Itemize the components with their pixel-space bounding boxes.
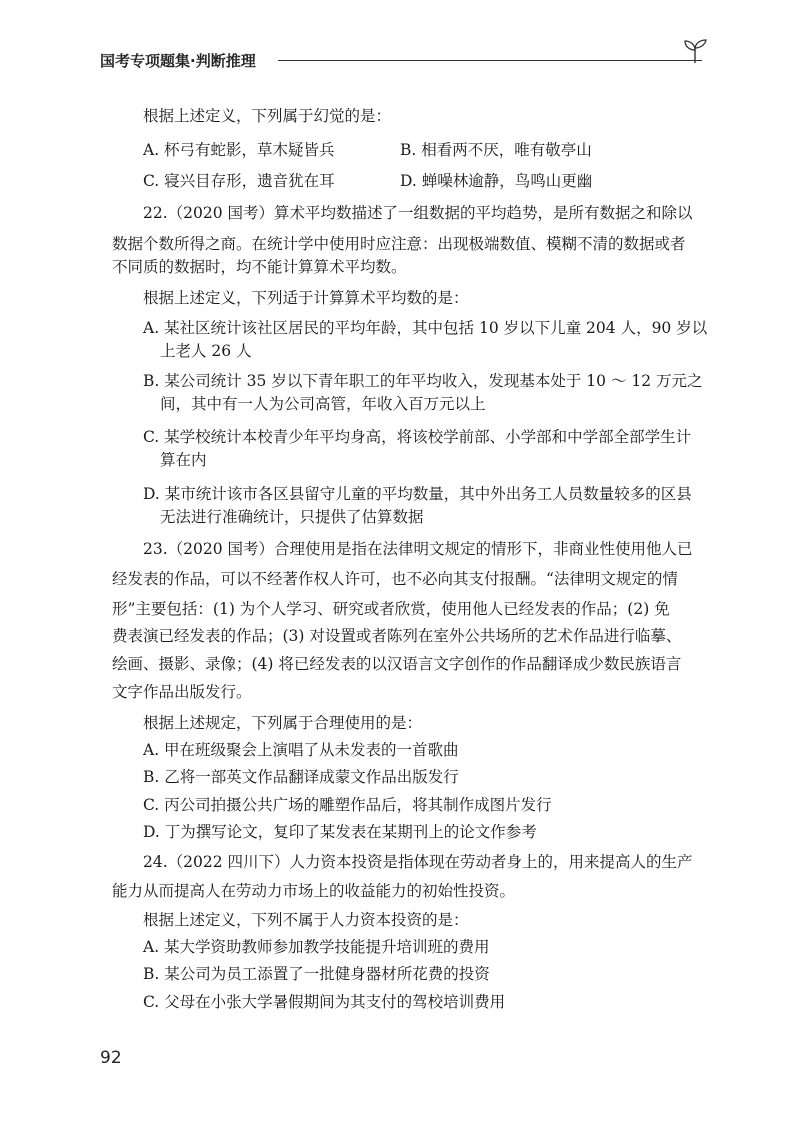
question-23-text: 费表演已经发表的作品；(3) 对设置或者陈列在室外公共场所的艺术作品进行临摹、 [112,627,682,645]
running-header [100,44,720,74]
question-23-text: 形”主要包括：(1) 为个人学习、研究或者欣赏，使用他人已经发表的作品；(2) 免 [112,600,670,618]
question-23-text: 经发表的作品，可以不经著作权人许可，也不必向其支付报酬。“法律明文规定的情 [112,570,678,588]
option-c-cont: 算在内 [160,451,207,469]
header-rule [278,60,702,61]
question-prompt: 根据上述规定，下列属于合理使用的是： [143,714,423,732]
option-b: B. 某公司统计 35 岁以下青年职工的年平均收入，发现基本处于 10 ～ 12 万元之 [143,372,703,390]
option-d: D. 某市统计该市各区县留守儿童的平均数量，其中外出务工人员数量较多的区县 [143,485,692,503]
question-23-text: 23.（2020 国考）合理使用是指在法律明文规定的情形下，非商业性使用他人已 [143,540,693,558]
option-b: B. 相看两不厌，唯有敬亭山 [400,141,592,159]
question-23-text: 文字作品出版发行。 [112,683,252,701]
question-prompt: 根据上述定义，下列不属于人力资本投资的是： [143,911,469,929]
book-title: 国考专项题集·判断推理 [100,52,256,70]
option-d: D. 丁为撰写论文，复印了某发表在某期刊上的论文作参考 [143,823,537,841]
option-c: C. 寝兴目存形，遗音犹在耳 [143,172,335,190]
option-c: C. 父母在小张大学暑假期间为其支付的驾校培训费用 [143,993,506,1011]
option-a: A. 杯弓有蛇影，草木疑皆兵 [143,141,335,159]
option-a: A. 某社区统计该社区居民的平均年龄，其中包括 10 岁以下儿童 204 人，90 岁以 [143,319,708,337]
question-22-text: 数据个数所得之商。在统计学中使用时应注意：出现极端数值、模糊不清的数据或者 [112,235,686,253]
option-b: B. 某公司为员工添置了一批健身器材所花费的投资 [143,965,490,983]
question-22-text: 不同质的数据时，均不能计算算术平均数。 [112,258,407,276]
question-prompt: 根据上述定义，下列属于幻觉的是： [143,107,392,125]
question-24-text: 24.（2022 四川下）人力资本投资是指体现在劳动者身上的，用来提高人的生产 [143,853,693,871]
option-c: C. 某学校统计本校青少年平均身高，将该校学前部、小学部和中学部全部学生计 [143,428,692,446]
option-c: C. 丙公司拍摄公共广场的雕塑作品后，将其制作成图片发行 [143,796,552,814]
option-a: A. 某大学资助教师参加教学技能提升培训班的费用 [143,938,490,956]
option-b: B. 乙将一部英文作品翻译成蒙文作品出版发行 [143,768,459,786]
question-22-text: 22.（2020 国考）算术平均数描述了一组数据的平均趋势，是所有数据之和除以 [143,204,693,222]
question-23-text: 绘画、摄影、录像；(4) 将已经发表的以汉语言文字创作的作品翻译成少数民族语言 [112,655,682,673]
option-b-cont: 间，其中有一人为公司高管，年收入百万元以上 [160,395,486,413]
page-number: 92 [100,1048,122,1068]
question-24-text: 能力从而提高人在劳动力市场上的收益能力的初始性投资。 [112,882,516,900]
option-a-cont: 上老人 26 人 [160,342,252,360]
sprout-icon [680,38,710,64]
option-a: A. 甲在班级聚会上演唱了从未发表的一首歌曲 [143,741,459,759]
option-d-cont: 无法进行准确统计，只提供了估算数据 [160,508,424,526]
question-prompt: 根据上述定义，下列适于计算算术平均数的是： [143,289,469,307]
option-d: D. 蝉噪林逾静，鸟鸣山更幽 [400,172,593,190]
